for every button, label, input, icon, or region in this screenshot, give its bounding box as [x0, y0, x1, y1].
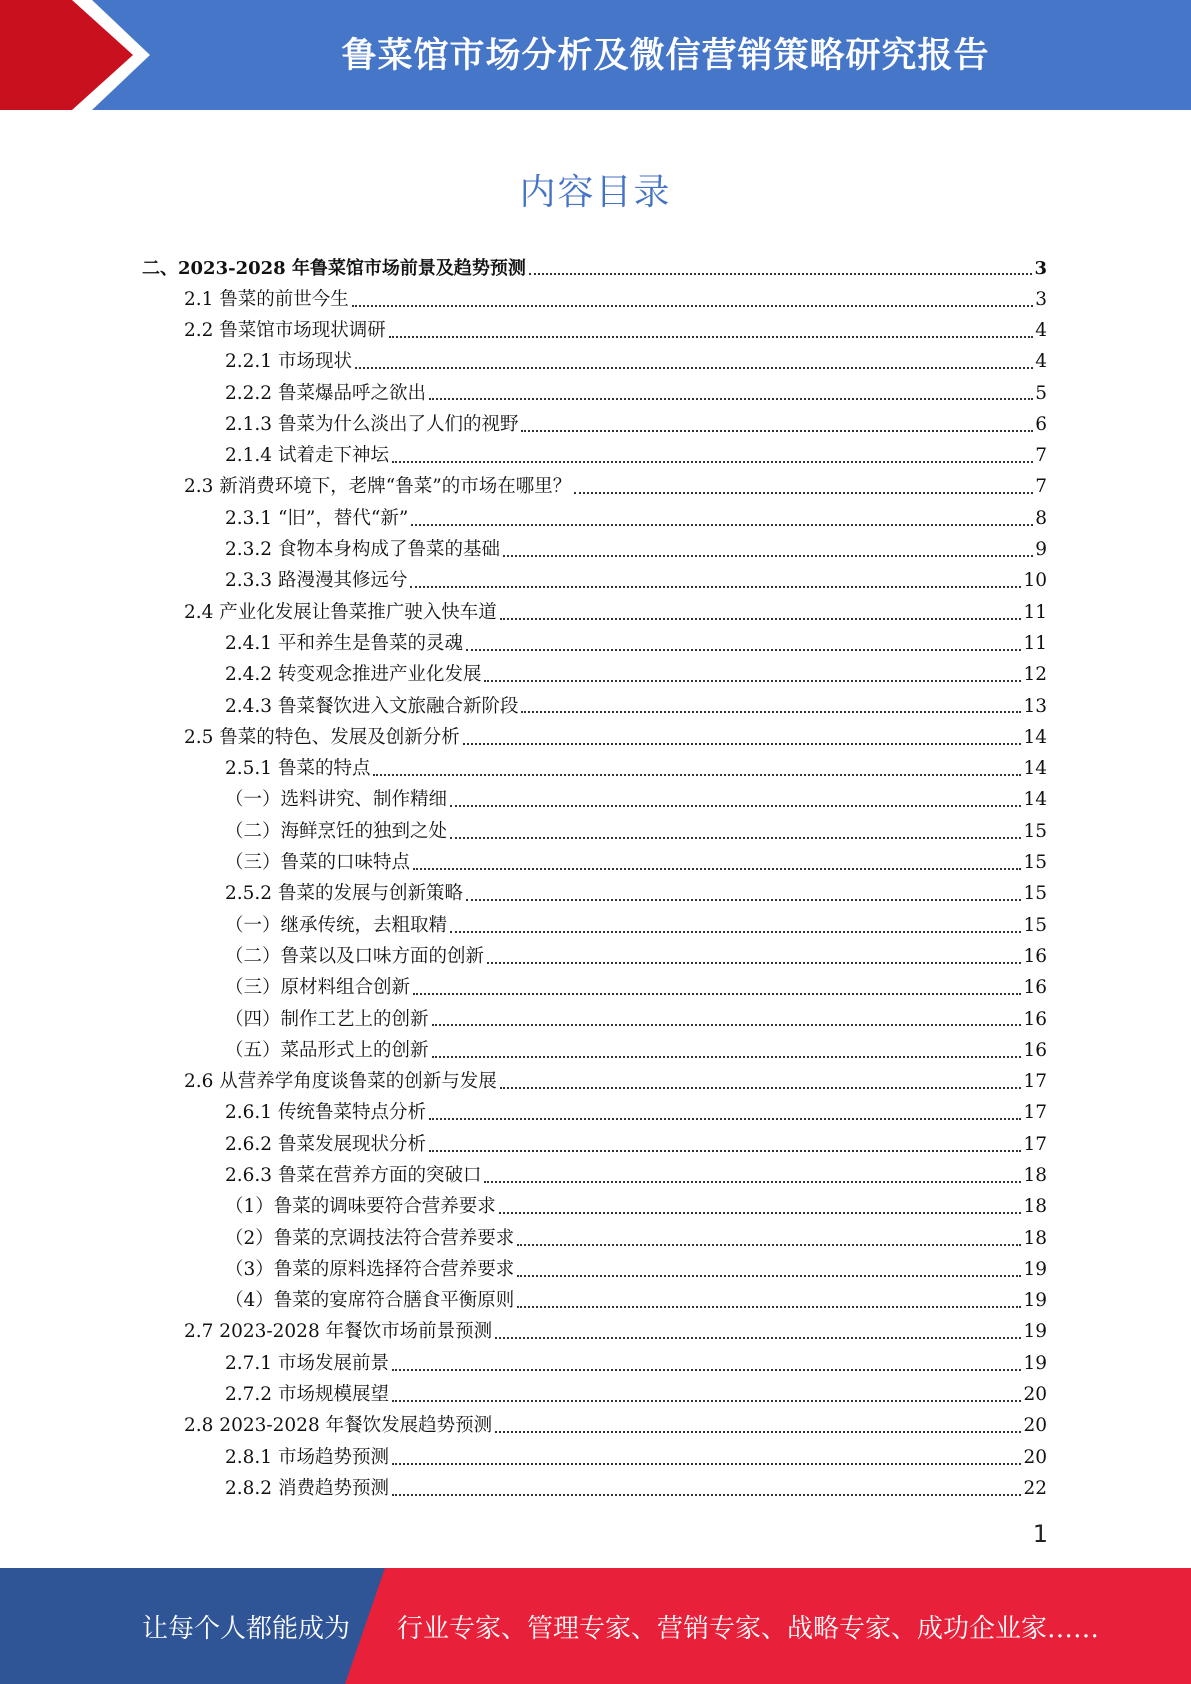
- toc-entry-label: 2.8.2 消费趋势预测: [225, 1477, 389, 1499]
- toc-entry[interactable]: [0, 1098, 1047, 1129]
- toc-entry[interactable]: [0, 629, 1047, 660]
- toc-leader-dots: [429, 380, 1033, 401]
- toc-entry-page: 20: [1023, 1446, 1047, 1468]
- toc-entry[interactable]: [0, 1223, 1047, 1254]
- toc-entry-page: 11: [1023, 601, 1047, 623]
- toc-entry[interactable]: [0, 597, 1047, 628]
- toc-entry-label: 2.6.1 传统鲁菜特点分析: [225, 1102, 426, 1124]
- toc-entry[interactable]: [0, 1129, 1047, 1160]
- toc-leader-dots: [432, 1006, 1022, 1027]
- toc-entry-page: 4: [1035, 319, 1047, 341]
- toc-leader-dots: [529, 255, 1033, 275]
- toc-entry-page: 20: [1023, 1384, 1047, 1406]
- toc-entry-label: 2.3.1 “旧”，替代“新”: [225, 507, 409, 529]
- toc-entry-page: 15: [1023, 820, 1047, 842]
- toc-entry-page: 20: [1023, 1415, 1047, 1437]
- toc-leader-dots: [450, 787, 1021, 808]
- toc-entry[interactable]: [0, 1004, 1047, 1035]
- toc-leader-dots: [484, 662, 1021, 683]
- toc-entry-label: （三）鲁菜的口味特点: [225, 852, 411, 874]
- toc-entry-label: 2.4.2 转变观念推进产业化发展: [225, 664, 482, 686]
- toc-entry[interactable]: [0, 566, 1047, 597]
- toc-leader-dots: [517, 1288, 1021, 1309]
- footer-slogan-left: 让每个人都能成为: [142, 1613, 351, 1644]
- chevron-right-icon: [0, 0, 160, 110]
- toc-leader-dots: [495, 1319, 1021, 1340]
- toc-leader-dots: [466, 881, 1021, 902]
- toc-entry-page: 18: [1023, 1227, 1047, 1249]
- toc-entry[interactable]: [0, 409, 1047, 440]
- toc-leader-dots: [495, 1413, 1021, 1434]
- toc-leader-dots: [392, 1381, 1021, 1402]
- toc-leader-dots: [499, 1194, 1022, 1215]
- toc-leader-dots: [413, 849, 1021, 870]
- toc-entry[interactable]: [0, 942, 1047, 973]
- toc-entry[interactable]: [0, 722, 1047, 753]
- toc-entry[interactable]: [0, 441, 1047, 472]
- toc-entry-label: 2.3.3 路漫漫其修远兮: [225, 570, 408, 592]
- toc-entry-page: 22: [1023, 1477, 1047, 1499]
- toc-entry-page: 5: [1035, 382, 1047, 404]
- toc-entry-page: 6: [1035, 413, 1047, 435]
- toc-entry-label: （三）原材料组合创新: [225, 977, 411, 999]
- toc-entry[interactable]: [0, 316, 1047, 347]
- toc-leader-dots: [392, 1350, 1021, 1371]
- toc-entry-label: （一）继承传统，去粗取精: [225, 914, 448, 936]
- toc-entry-label: 2.8.1 市场趋势预测: [225, 1446, 389, 1468]
- toc-entry-label: 2.3 新消费环境下，老牌“鲁菜”的市场在哪里？: [184, 476, 572, 498]
- toc-entry-label: 2.1.4 试着走下神坛: [225, 445, 389, 467]
- toc-entry-page: 18: [1023, 1196, 1047, 1218]
- toc-leader-dots: [392, 1475, 1021, 1496]
- toc-entry-page: 3: [1035, 288, 1047, 310]
- toc-entry[interactable]: [0, 660, 1047, 691]
- page-number: 1: [1032, 1520, 1048, 1548]
- toc-leader-dots: [411, 505, 1033, 526]
- toc-entry[interactable]: [0, 1474, 1047, 1505]
- toc-entry-label: （1）鲁菜的调味要符合营养要求: [225, 1196, 496, 1218]
- toc-entry[interactable]: [0, 1348, 1047, 1379]
- footer-slogan-right: 行业专家、管理专家、营销专家、战略专家、成功企业家……: [397, 1613, 1100, 1644]
- toc-entry[interactable]: [0, 253, 1047, 284]
- toc-entry[interactable]: [0, 1161, 1047, 1192]
- toc-entry[interactable]: [0, 973, 1047, 1004]
- toc-entry-page: 16: [1023, 1039, 1047, 1061]
- toc-entry[interactable]: [0, 1067, 1047, 1098]
- toc-entry-page: 15: [1023, 883, 1047, 905]
- toc-entry-page: 15: [1023, 914, 1047, 936]
- toc-entry[interactable]: [0, 879, 1047, 910]
- toc-leader-dots: [450, 818, 1021, 839]
- toc-entry-label: 2.6.3 鲁菜在营养方面的突破口: [225, 1165, 482, 1186]
- toc-leader-dots: [450, 912, 1021, 933]
- toc-entry-label: 2.7.2 市场规模展望: [225, 1384, 389, 1406]
- toc-entry-page: 7: [1035, 445, 1047, 467]
- toc-entry[interactable]: [0, 691, 1047, 722]
- toc-entry-label: 2.7 2023-2028 年餐饮市场前景预测: [184, 1321, 493, 1343]
- toc-entry[interactable]: [0, 1035, 1047, 1066]
- toc-leader-dots: [517, 1225, 1021, 1246]
- toc-entry-label: （二）海鲜烹饪的独到之处: [225, 820, 448, 842]
- toc-entry-page: 16: [1023, 977, 1047, 999]
- toc-entry-page: 19: [1023, 1321, 1047, 1343]
- toc-leader-dots: [484, 1162, 1021, 1183]
- toc-entry-page: 18: [1023, 1165, 1047, 1186]
- toc-entry-page: 19: [1023, 1290, 1047, 1312]
- toc-entry[interactable]: [0, 754, 1047, 785]
- toc-leader-dots: [466, 630, 1021, 651]
- toc-heading: 内容目录: [519, 172, 672, 213]
- toc-entry[interactable]: [0, 910, 1047, 941]
- toc-leader-dots: [373, 756, 1021, 777]
- toc-entry[interactable]: [0, 848, 1047, 879]
- toc-entry-page: 17: [1023, 1102, 1047, 1124]
- toc-entry-label: （五）菜品形式上的创新: [225, 1039, 429, 1061]
- toc-entry[interactable]: [0, 785, 1047, 816]
- toc-entry[interactable]: [0, 1442, 1047, 1473]
- toc-leader-dots: [389, 317, 1033, 338]
- toc-entry-page: 7: [1035, 476, 1047, 498]
- toc-entry-page: 16: [1023, 1008, 1047, 1030]
- toc-leader-dots: [432, 1037, 1022, 1058]
- toc-entry-page: 14: [1023, 789, 1047, 811]
- report-title: 鲁菜馆市场分析及微信营销策略研究报告: [341, 36, 990, 76]
- toc-leader-dots: [574, 474, 1033, 495]
- toc-entry[interactable]: [0, 1286, 1047, 1317]
- toc-entry-label: 2.6 从营养学角度谈鲁菜的创新与发展: [184, 1071, 497, 1093]
- toc-entry-page: 12: [1023, 664, 1047, 686]
- toc-leader-dots: [517, 1256, 1021, 1277]
- toc-leader-dots: [355, 349, 1033, 370]
- toc-leader-dots: [429, 1131, 1021, 1152]
- toc-entry-page: 13: [1023, 695, 1047, 717]
- toc-leader-dots: [410, 568, 1021, 589]
- toc-leader-dots: [429, 1100, 1021, 1121]
- toc-entry[interactable]: [0, 378, 1047, 409]
- toc-entry-label: 2.2.2 鲁菜爆品呼之欲出: [225, 382, 426, 404]
- toc-entry-label: （二）鲁菜以及口味方面的创新: [225, 945, 485, 967]
- toc-entry-page: 14: [1023, 726, 1047, 748]
- toc-entry-page: 4: [1035, 351, 1047, 373]
- toc-entry-page: 10: [1023, 570, 1047, 592]
- toc-leader-dots: [352, 286, 1033, 307]
- toc-entry-label: 2.2 鲁菜馆市场现状调研: [184, 319, 386, 341]
- toc-leader-dots: [500, 599, 1022, 620]
- toc-leader-dots: [463, 724, 1022, 745]
- toc-entry-label: 2.6.2 鲁菜发展现状分析: [225, 1133, 426, 1155]
- toc-entry-label: （四）制作工艺上的创新: [225, 1008, 429, 1030]
- toc-entry[interactable]: [0, 284, 1047, 315]
- toc-entry-page: 8: [1035, 507, 1047, 529]
- toc-entry-page: 17: [1023, 1071, 1047, 1093]
- toc-entry[interactable]: [0, 1317, 1047, 1348]
- toc-entry-label: 2.1 鲁菜的前世今生: [184, 288, 349, 310]
- toc-entry-page: 16: [1023, 945, 1047, 967]
- toc-entry[interactable]: [0, 1255, 1047, 1286]
- toc-entry[interactable]: [0, 816, 1047, 847]
- toc-entry[interactable]: [0, 347, 1047, 378]
- toc-entry-label: （一）选料讲究、制作精细: [225, 789, 448, 811]
- toc-entry-label: 2.8 2023-2028 年餐饮发展趋势预测: [184, 1415, 493, 1437]
- table-of-contents: [0, 253, 1191, 1505]
- toc-entry-label: 2.7.1 市场发展前景: [225, 1352, 389, 1374]
- toc-leader-dots: [392, 1444, 1021, 1465]
- toc-entry-page: 11: [1023, 632, 1047, 654]
- toc-leader-dots: [413, 975, 1021, 996]
- toc-leader-dots: [521, 693, 1021, 714]
- toc-entry[interactable]: [0, 535, 1047, 566]
- toc-entry-label: 二、2023-2028 年鲁菜馆市场前景及趋势预测: [142, 257, 526, 279]
- toc-entry[interactable]: [0, 1380, 1047, 1411]
- toc-entry-label: 2.4.3 鲁菜餐饮进入文旅融合新阶段: [225, 695, 519, 717]
- toc-entry[interactable]: [0, 472, 1047, 503]
- toc-entry[interactable]: [0, 1411, 1047, 1442]
- toc-entry-label: （4）鲁菜的宴席符合膳食平衡原则: [225, 1290, 515, 1312]
- toc-entry-label: 2.2.1 市场现状: [225, 351, 352, 373]
- toc-leader-dots: [521, 411, 1033, 432]
- toc-entry[interactable]: [0, 1192, 1047, 1223]
- footer-banner: [0, 1568, 1191, 1684]
- toc-entry-page: 15: [1023, 852, 1047, 874]
- toc-leader-dots: [503, 536, 1033, 557]
- toc-entry-label: 2.4 产业化发展让鲁菜推广驶入快车道: [184, 601, 497, 623]
- toc-entry-page: 17: [1023, 1133, 1047, 1155]
- toc-entry-label: 2.1.3 鲁菜为什么淡出了人们的视野: [225, 413, 519, 435]
- toc-entry-label: （2）鲁菜的烹调技法符合营养要求: [225, 1227, 515, 1249]
- toc-entry-page: 3: [1034, 257, 1047, 279]
- toc-entry-page: 14: [1023, 758, 1047, 780]
- toc-leader-dots: [392, 443, 1033, 464]
- toc-entry-label: 2.4.1 平和养生是鲁菜的灵魂: [225, 632, 463, 654]
- header-banner: [0, 0, 1191, 110]
- toc-entry-page: 19: [1023, 1352, 1047, 1374]
- toc-entry-page: 19: [1023, 1258, 1047, 1280]
- toc-entry-label: 2.5.1 鲁菜的特点: [225, 758, 371, 780]
- toc-leader-dots: [487, 943, 1021, 964]
- toc-entry[interactable]: [0, 503, 1047, 534]
- toc-entry-label: 2.5 鲁菜的特色、发展及创新分析: [184, 726, 460, 748]
- toc-entry-label: 2.5.2 鲁菜的发展与创新策略: [225, 883, 463, 905]
- toc-entry-label: 2.3.2 食物本身构成了鲁菜的基础: [225, 539, 500, 561]
- toc-entry-label: （3）鲁菜的原料选择符合营养要求: [225, 1258, 515, 1280]
- toc-leader-dots: [500, 1069, 1022, 1090]
- toc-entry-page: 9: [1035, 539, 1047, 561]
